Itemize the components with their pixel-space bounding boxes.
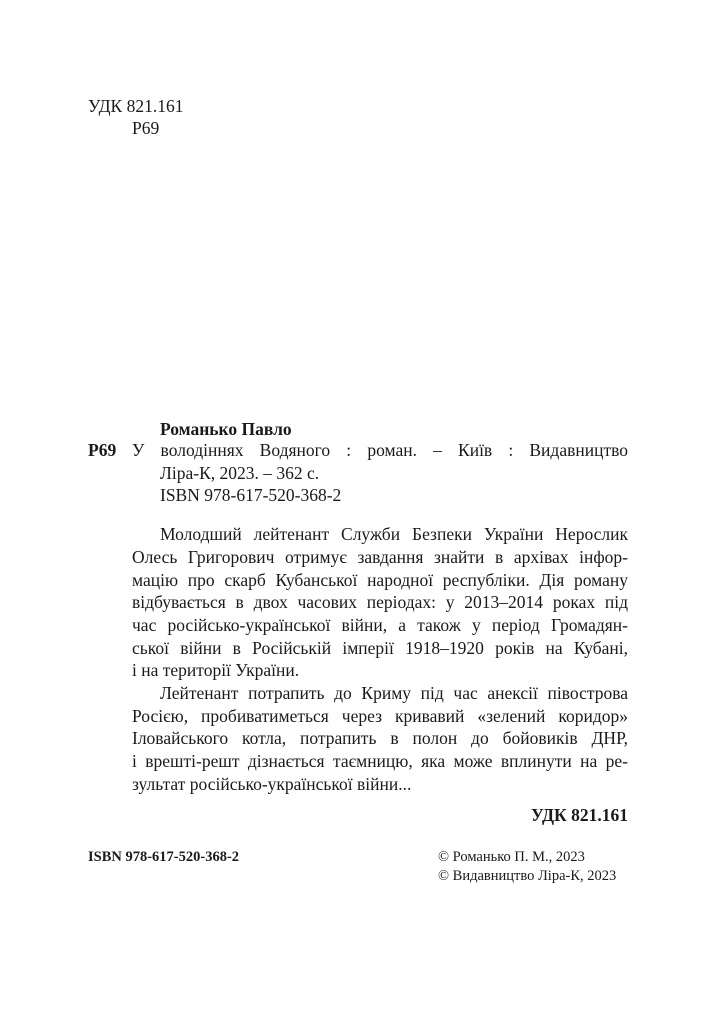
bibliographic-line-1: У володіннях Водяного : роман. – Київ : Видавництво [132, 440, 628, 460]
bbk-code: Р69 [132, 118, 160, 138]
annotation-line: час російсько-української війни, а також у період Громадян- [132, 615, 628, 635]
udk-code: УДК 821.161 [88, 96, 184, 116]
catalog-isbn: ISBN 978-617-520-368-2 [160, 485, 342, 505]
annotation-line: Олесь Григорович отримує завдання знайти в архівах інфор- [132, 547, 628, 567]
annotation-line: Молодший лейтенант Служби Безпеки України Нерослик [160, 524, 628, 544]
bibliographic-line-2: Ліра-К, 2023. – 362 с. [160, 463, 320, 483]
annotation-line: і врешті-решт дізнається таємницю, яка може вплинути на ре- [132, 751, 628, 771]
annotation-line: зультат російсько-української війни... [132, 774, 412, 794]
copyright-publisher: © Видавництво Ліра-К, 2023 [438, 868, 617, 884]
udk-bottom: УДК 821.161 [530, 805, 628, 825]
annotation-line: ської війни в Російській імперії 1918–1920 років на Кубані, [132, 638, 628, 658]
author-name: Романько Павло [160, 419, 292, 439]
annotation-line: мацію про скарб Кубанської народної республіки. Дія роману [132, 570, 628, 590]
author-code: Р69 [88, 440, 117, 460]
annotation-line: і на території України. [132, 660, 300, 680]
annotation-line: Росією, пробиватиметься через кривавий «зелений коридор» [132, 706, 628, 726]
copyright-author: © Романько П. М., 2023 [438, 849, 585, 865]
annotation-line: Іловайського котла, потрапить в полон до бойовиків ДНР, [132, 728, 628, 748]
annotation-line: відбувається в двох часових періодах: у 2013–2014 роках під [132, 592, 628, 612]
footer-isbn: ISBN 978-617-520-368-2 [88, 849, 240, 865]
annotation-line: Лейтенант потрапить до Криму під час анексії півострова [160, 683, 628, 703]
